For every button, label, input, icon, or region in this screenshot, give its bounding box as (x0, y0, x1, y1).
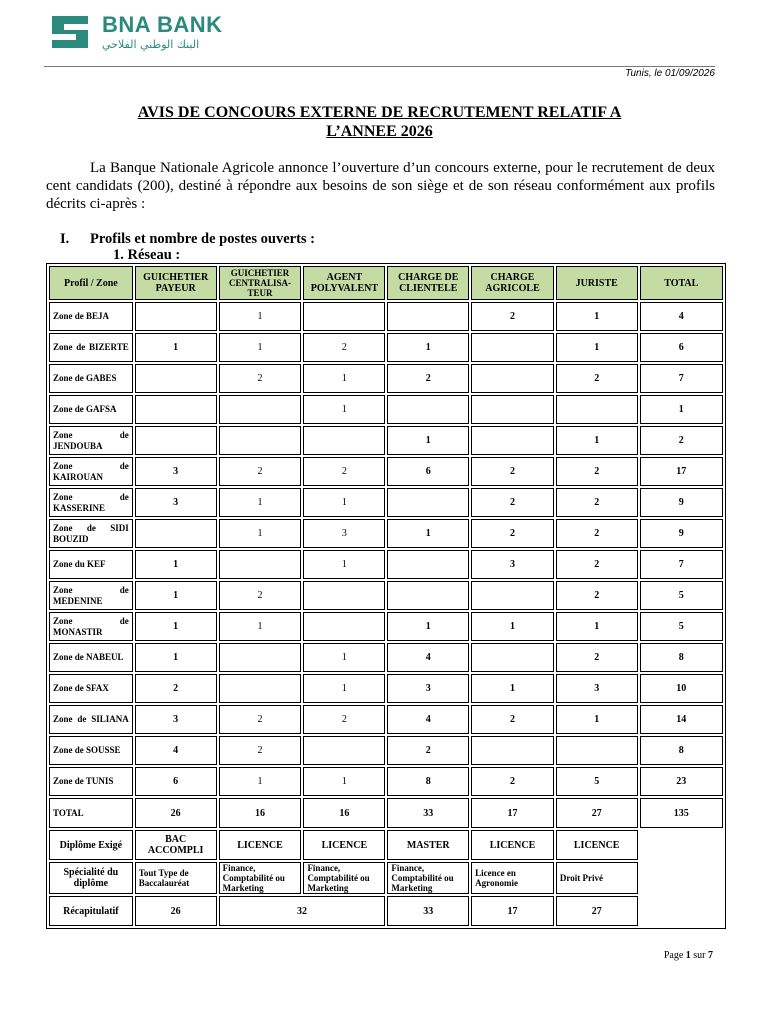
table-cell (303, 302, 385, 331)
subsection-heading: 1. Réseau : (113, 247, 181, 263)
table-cell: 2 (471, 519, 554, 548)
recap-row (49, 896, 723, 926)
table-cell: 1 (303, 364, 385, 393)
table-cell (303, 612, 385, 641)
table-cell (135, 395, 217, 424)
table-cell (471, 643, 554, 672)
table-cell: 1 (135, 333, 217, 362)
table-cell: 1 (303, 767, 385, 796)
table-cell: 1 (387, 519, 469, 548)
total-cell: 33 (387, 798, 469, 828)
table-cell: 5 (556, 767, 638, 796)
table-row (49, 302, 723, 331)
table-cell: 9 (640, 488, 724, 517)
table-cell: 3 (135, 457, 217, 486)
table-cell: 2 (556, 581, 638, 610)
table-cell: 1 (556, 612, 638, 641)
table-cell: 1 (387, 612, 469, 641)
column-header: Profil / Zone (49, 266, 133, 300)
table-cell: 3 (471, 550, 554, 579)
table-cell: 2 (556, 643, 638, 672)
specialite-cell: Finance, Comptabilité ou Marketing (219, 862, 302, 894)
zone-label: Zone de SIDI BOUZID (49, 519, 133, 548)
table-cell: 4 (640, 302, 724, 331)
zone-label: Zone de BIZERTE (49, 333, 133, 362)
table-cell: 2 (556, 364, 638, 393)
diplome-cell: MASTER (387, 830, 469, 860)
document-date: Tunis, le 01/09/2026 (625, 68, 715, 79)
zone-label: Zone de JENDOUBA (49, 426, 133, 455)
table-cell: 4 (135, 736, 217, 765)
table-row (49, 364, 723, 393)
table-cell (219, 674, 302, 703)
table-cell (135, 426, 217, 455)
section-title: Profils et nombre de postes ouverts : (90, 231, 315, 247)
positions-table (46, 263, 726, 929)
recap-cell: 32 (219, 896, 386, 926)
table-cell: 1 (219, 612, 302, 641)
table-cell (471, 364, 554, 393)
table-cell (135, 519, 217, 548)
table-cell: 4 (387, 643, 469, 672)
table-cell (471, 581, 554, 610)
table-cell: 1 (219, 488, 302, 517)
table-cell: 3 (387, 674, 469, 703)
zone-label: Zone de SILIANA (49, 705, 133, 734)
table-cell: 6 (387, 457, 469, 486)
table-cell: 2 (303, 705, 385, 734)
table-cell: 1 (303, 550, 385, 579)
table-row (49, 395, 723, 424)
table-cell: 7 (640, 550, 724, 579)
table-cell: 9 (640, 519, 724, 548)
diplome-cell: BAC ACCOMPLI (135, 830, 217, 860)
zone-label: Zone de SFAX (49, 674, 133, 703)
table-cell: 1 (640, 395, 724, 424)
table-cell: 8 (640, 736, 724, 765)
zone-label: Zone de BEJA (49, 302, 133, 331)
table-cell: 17 (640, 457, 724, 486)
table-cell (471, 426, 554, 455)
table-cell: 2 (387, 364, 469, 393)
zone-label: Zone de NABEUL (49, 643, 133, 672)
table-cell: 1 (556, 302, 638, 331)
table-cell: 2 (303, 457, 385, 486)
specialite-cell: Finance, Comptabilité ou Marketing (387, 862, 469, 894)
table-cell (303, 426, 385, 455)
table-cell (219, 550, 302, 579)
table-cell: 1 (135, 581, 217, 610)
column-header: AGENT POLYVALENT (303, 266, 385, 300)
table-cell (387, 581, 469, 610)
zone-label: Zone de SOUSSE (49, 736, 133, 765)
table-cell: 1 (303, 643, 385, 672)
table-row (49, 519, 723, 548)
zone-label: Zone de KAIROUAN (49, 457, 133, 486)
zone-label: Zone de MEDENINE (49, 581, 133, 610)
column-header: CHARGE DE CLIENTELE (387, 266, 469, 300)
table-row (49, 643, 723, 672)
table-cell: 1 (135, 612, 217, 641)
table-cell: 7 (640, 364, 724, 393)
table-cell: 1 (219, 302, 302, 331)
recap-cell: 17 (471, 896, 554, 926)
table-cell (471, 333, 554, 362)
table-cell: 4 (387, 705, 469, 734)
total-cell: 16 (219, 798, 302, 828)
table-cell: 1 (471, 674, 554, 703)
zone-label: Zone de GAFSA (49, 395, 133, 424)
column-header: TOTAL (640, 266, 724, 300)
table-cell: 2 (471, 705, 554, 734)
table-cell (303, 581, 385, 610)
table-cell: 2 (135, 674, 217, 703)
table-cell: 1 (303, 674, 385, 703)
table-cell: 1 (556, 333, 638, 362)
table-cell: 2 (387, 736, 469, 765)
table-cell: 3 (135, 488, 217, 517)
title-line-2: L’ANNEE 2026 (326, 123, 433, 140)
intro-paragraph: La Banque Nationale Agricole annonce l’ouverture d’un concours externe, pour le recrutement de deux cent candidats (200), destiné à répondre aux besoins de son siège et de son réseau conformément aux profils décrits ci-après : (46, 160, 715, 212)
specialite-cell: Licence en Agronomie (471, 862, 554, 894)
table-cell: 2 (556, 519, 638, 548)
table-cell: 3 (556, 674, 638, 703)
table-cell: 2 (471, 302, 554, 331)
total-cell: 27 (556, 798, 638, 828)
column-header: GUICHETIER PAYEUR (135, 266, 217, 300)
table-cell: 6 (640, 333, 724, 362)
table-cell: 1 (556, 705, 638, 734)
table-cell (387, 550, 469, 579)
diplome-cell: LICENCE (556, 830, 638, 860)
table-cell: 23 (640, 767, 724, 796)
table-cell: 1 (471, 612, 554, 641)
total-label: TOTAL (49, 798, 133, 828)
table-cell: 1 (135, 550, 217, 579)
table-cell: 2 (219, 705, 302, 734)
table-cell (387, 488, 469, 517)
table-cell: 1 (219, 519, 302, 548)
table-cell: 2 (219, 457, 302, 486)
recap-label: Récapitulatif (49, 896, 133, 926)
bank-header (44, 10, 344, 54)
table-row (49, 612, 723, 641)
table-row (49, 488, 723, 517)
total-cell: 17 (471, 798, 554, 828)
section-heading (60, 231, 315, 248)
specialite-cell: Finance, Comptabilité ou Marketing (303, 862, 385, 894)
table-cell: 2 (303, 333, 385, 362)
specialite-row (49, 862, 723, 894)
diplome-row (49, 830, 723, 860)
table-cell (556, 395, 638, 424)
table-cell (556, 736, 638, 765)
column-header: GUICHETIER CENTRALISA-TEUR (219, 266, 302, 300)
section-number: I. (60, 231, 70, 247)
table-cell: 1 (303, 395, 385, 424)
total-row (49, 798, 723, 828)
column-header: CHARGE AGRICOLE (471, 266, 554, 300)
table-cell: 1 (219, 767, 302, 796)
specialite-cell: Droit Privé (556, 862, 638, 894)
table-cell: 2 (471, 488, 554, 517)
page-number: Page 1 sur 7 (663, 950, 713, 961)
table-cell (471, 395, 554, 424)
table-header-row (49, 266, 723, 300)
table-row (49, 333, 723, 362)
table-row (49, 767, 723, 796)
table-cell (219, 643, 302, 672)
table-cell: 2 (556, 457, 638, 486)
recap-cell: 26 (135, 896, 217, 926)
zone-label: Zone de GABES (49, 364, 133, 393)
title-line-1: AVIS DE CONCOURS EXTERNE DE RECRUTEMENT RELATIF A (137, 104, 622, 121)
table-cell: 1 (219, 333, 302, 362)
zone-label: Zone de TUNIS (49, 767, 133, 796)
document-title (44, 103, 715, 141)
table-cell: 2 (556, 550, 638, 579)
table-cell: 1 (387, 426, 469, 455)
column-header: JURISTE (556, 266, 638, 300)
specialite-label: Spécialité du diplôme (49, 862, 133, 894)
empty-cell (640, 830, 724, 860)
table-cell: 2 (219, 364, 302, 393)
table-row (49, 674, 723, 703)
table-cell: 1 (387, 333, 469, 362)
zone-label: Zone de MONASTIR (49, 612, 133, 641)
empty-cell (640, 896, 724, 926)
table-cell: 8 (640, 643, 724, 672)
table-cell: 2 (640, 426, 724, 455)
table-row (49, 736, 723, 765)
table-cell: 10 (640, 674, 724, 703)
table-cell: 3 (303, 519, 385, 548)
table-cell: 5 (640, 581, 724, 610)
table-cell (303, 736, 385, 765)
table-cell: 3 (135, 705, 217, 734)
total-cell: 26 (135, 798, 217, 828)
table-cell: 2 (471, 457, 554, 486)
diplome-label: Diplôme Exigé (49, 830, 133, 860)
table-cell: 2 (556, 488, 638, 517)
zone-label: Zone du KEF (49, 550, 133, 579)
table-cell: 5 (640, 612, 724, 641)
table-cell (387, 395, 469, 424)
bank-name-arabic: البنك الوطني الفلاحي (102, 38, 200, 51)
table-cell: 2 (219, 581, 302, 610)
zone-label: Zone de KASSERINE (49, 488, 133, 517)
table-cell: 2 (219, 736, 302, 765)
table-cell: 1 (303, 488, 385, 517)
bna-logo-icon (48, 12, 92, 52)
total-cell: 135 (640, 798, 724, 828)
table-cell (135, 364, 217, 393)
empty-cell (640, 862, 724, 894)
specialite-cell: Tout Type de Baccalauréat (135, 862, 217, 894)
table-row (49, 581, 723, 610)
table-cell (219, 395, 302, 424)
table-row (49, 457, 723, 486)
table-cell (135, 302, 217, 331)
table-cell: 2 (471, 767, 554, 796)
table-row (49, 705, 723, 734)
diplome-cell: LICENCE (471, 830, 554, 860)
recap-cell: 33 (387, 896, 469, 926)
bank-name: BNA BANK (102, 12, 223, 37)
table-cell: 1 (556, 426, 638, 455)
table-cell: 6 (135, 767, 217, 796)
table-cell (219, 426, 302, 455)
table-cell: 14 (640, 705, 724, 734)
recap-cell: 27 (556, 896, 638, 926)
diplome-cell: LICENCE (303, 830, 385, 860)
table-cell: 8 (387, 767, 469, 796)
table-row (49, 550, 723, 579)
table-cell (387, 302, 469, 331)
table-row (49, 426, 723, 455)
diplome-cell: LICENCE (219, 830, 302, 860)
total-cell: 16 (303, 798, 385, 828)
table-cell: 1 (135, 643, 217, 672)
table-cell (471, 736, 554, 765)
header-divider (44, 66, 715, 67)
